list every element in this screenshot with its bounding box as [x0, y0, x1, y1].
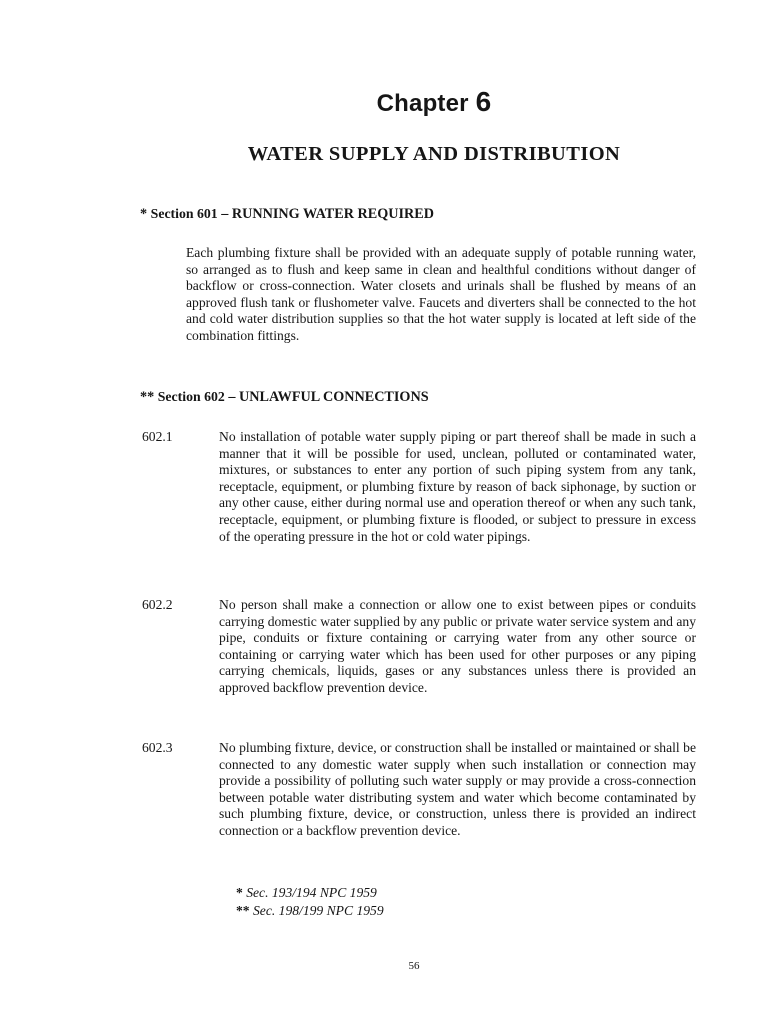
- reference-item: [236, 884, 384, 902]
- clause-number-602-1: 602.1: [142, 429, 173, 444]
- clause-text-602-3: No plumbing fixture, device, or construction shall be installed or maintained or shall be connected to any domestic water supply when such installation or connection may provide a possibility of polluting such water supply or may provide a cross-connection between potable water distributing system and water which become contaminated by such plumbing fixture, device, or construction, unless there is provided an indirect connection or a backflow prevention device.: [219, 740, 696, 838]
- section-dash: –: [228, 389, 236, 405]
- reference-text: Sec. 198/199 NPC 1959: [253, 903, 384, 918]
- clause-number-602-3: 602.3: [142, 740, 173, 755]
- chapter-heading: [0, 86, 768, 118]
- section-title: RUNNING WATER REQUIRED: [231, 206, 434, 222]
- footnote-marker: **: [140, 389, 155, 405]
- section-title: UNLAWFUL CONNECTIONS: [239, 389, 429, 405]
- footnote-marker: *: [140, 206, 148, 222]
- clause-text-602-2: No person shall make a connection or allow one to exist between pipes or conduits carrying domestic water supplied by any public or private water service system and any pipe, conduits or fixture containing or carrying water from any other source or containing or carrying water which has been used for other purposes or any piping carrying chemicals, liquids, gases or any substances unless there is provided an approved backflow prevention device.: [219, 597, 696, 695]
- page-title: WATER SUPPLY AND DISTRIBUTION: [247, 143, 621, 165]
- reference-item: [236, 902, 384, 920]
- chapter-label: Chapter: [376, 90, 469, 117]
- reference-marker: **: [236, 903, 250, 918]
- reference-marker: *: [236, 885, 243, 900]
- reference-text: Sec. 193/194 NPC 1959: [246, 885, 377, 900]
- page-number: 56: [408, 960, 420, 972]
- section-602-heading: [140, 389, 429, 406]
- clause-text-602-1: No installation of potable water supply piping or part thereof shall be made in such a manner that it will be possible for used, unclean, polluted or contaminated water, mixtures, or substances to enter any portion of such piping system from any tank, receptacle, equipment, or plumbing fixture by reason of back siphonage, by suction or any other cause, either during normal use and operation thereof or when any such tank, receptacle, equipment, or plumbing fixture is flooded, or subject to pressure in excess of the operating pressure in the hot or cold water pipings.: [219, 429, 696, 544]
- section-code: Section 601: [150, 206, 218, 221]
- section-601-body: Each plumbing fixture shall be provided with an adequate supply of potable running water, so arranged as to flush and keep same in clean and healthful conditions without danger of backflow or cross-connection. Water closets and urinals shall be flushed by means of an approved flush tank or flushometer valve. Faucets and diverters shall be connected to the hot and cold water distribution supplies so that the hot water supply is located at left side of the combination fittings.: [186, 245, 696, 343]
- chapter-number: 6: [475, 86, 492, 117]
- section-code: Section 602: [157, 389, 225, 404]
- source-references: [236, 884, 384, 920]
- clause-number-602-2: 602.2: [142, 597, 173, 612]
- section-dash: –: [221, 206, 229, 222]
- section-601-heading: [140, 206, 434, 223]
